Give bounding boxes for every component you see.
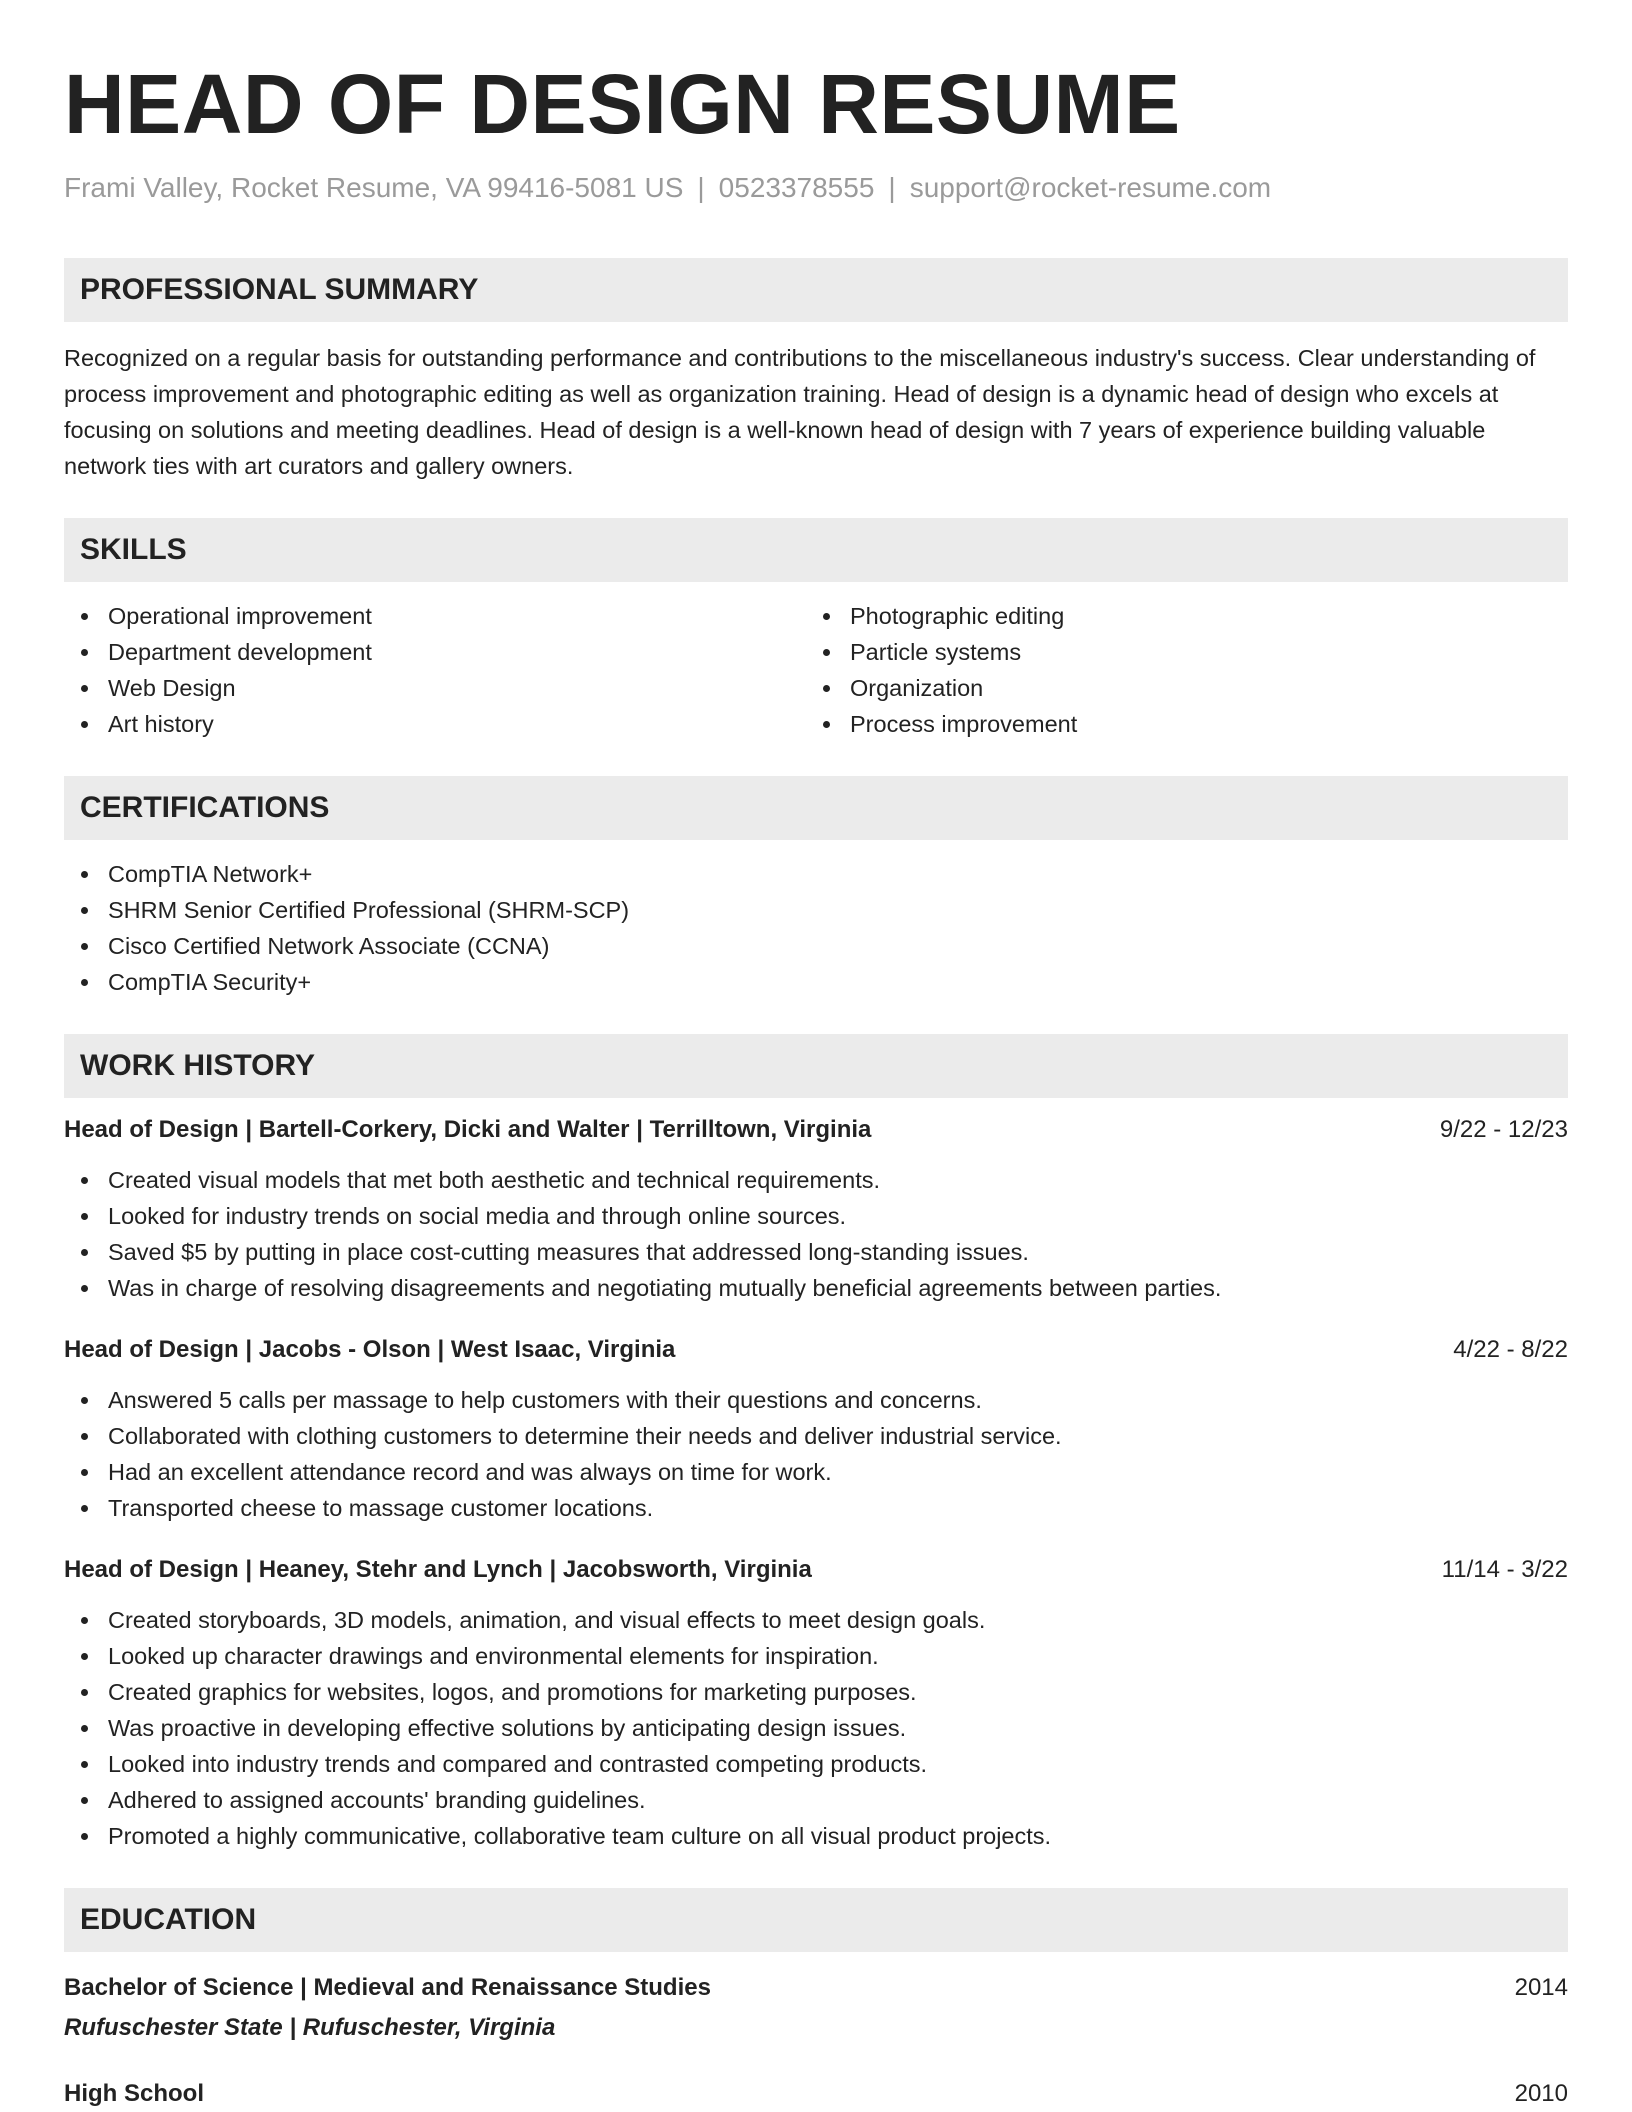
education-entry — [64, 2076, 1568, 2112]
contact-separator: | — [888, 172, 896, 203]
contact-address: Frami Valley, Rocket Resume, VA 99416-5081 US — [64, 172, 684, 203]
job-bullet: Had an excellent attendance record and was always on time for work. — [64, 1454, 1568, 1490]
education-school: Rufuschester State | Rufuschester, Virginia — [64, 2014, 556, 2041]
certifications-heading: CERTIFICATIONS — [64, 776, 1568, 840]
job-bullet: Answered 5 calls per massage to help customers with their questions and concerns. — [64, 1382, 1568, 1418]
contact-email: support@rocket-resume.com — [909, 172, 1272, 203]
education-year: 2014 — [1514, 1974, 1568, 2001]
job-entry — [64, 1332, 1568, 1526]
education-header — [64, 1970, 1568, 2006]
education-year: 2010 — [1514, 2080, 1568, 2107]
job-title: Head of Design | Heaney, Stehr and Lynch | Jacobsworth, Virginia — [64, 1556, 812, 1583]
job-entry — [64, 1112, 1568, 1306]
skills-list — [64, 598, 1568, 742]
summary-heading: PROFESSIONAL SUMMARY — [64, 258, 1568, 322]
job-entry — [64, 1552, 1568, 1854]
job-bullet: Looked up character drawings and environmental elements for inspiration. — [64, 1638, 1568, 1674]
contact-separator: | — [697, 172, 705, 203]
contact-phone: 0523378555 — [718, 172, 875, 203]
job-dates: 4/22 - 8/22 — [1453, 1336, 1568, 1363]
job-bullet: Transported cheese to massage customer locations. — [64, 1490, 1568, 1526]
job-bullet: Adhered to assigned accounts' branding guidelines. — [64, 1782, 1568, 1818]
job-bullet: Was proactive in developing effective solutions by anticipating design issues. — [64, 1710, 1568, 1746]
certification-item: SHRM Senior Certified Professional (SHRM-SCP) — [64, 892, 1568, 928]
skill-item: Photographic editing — [806, 598, 1548, 634]
job-bullet: Collaborated with clothing customers to determine their needs and deliver industrial service. — [64, 1418, 1568, 1454]
job-bullet: Promoted a highly communicative, collaborative team culture on all visual product projects. — [64, 1818, 1568, 1854]
skill-item: Organization — [806, 670, 1548, 706]
job-bullet: Looked for industry trends on social media and through online sources. — [64, 1198, 1568, 1234]
job-dates: 9/22 - 12/23 — [1439, 1116, 1568, 1143]
education-header — [64, 2076, 1568, 2112]
job-bullet: Looked into industry trends and compared and contrasted competing products. — [64, 1746, 1568, 1782]
skill-item: Process improvement — [806, 706, 1548, 742]
job-bullets — [64, 1602, 1568, 1854]
job-bullet: Saved $5 by putting in place cost-cutting measures that addressed long-standing issues. — [64, 1234, 1568, 1270]
job-dates: 11/14 - 3/22 — [1441, 1556, 1568, 1583]
skills-column-left — [64, 598, 806, 742]
work-history-heading: WORK HISTORY — [64, 1034, 1568, 1098]
skills-column-right — [806, 598, 1548, 742]
job-title: Head of Design | Bartell-Corkery, Dicki and Walter | Terrilltown, Virginia — [64, 1116, 872, 1143]
job-bullet: Created storyboards, 3D models, animation, and visual effects to meet design goals. — [64, 1602, 1568, 1638]
contact-line — [64, 170, 1568, 206]
skill-item: Particle systems — [806, 634, 1548, 670]
job-bullets — [64, 1382, 1568, 1526]
skill-item: Department development — [64, 634, 806, 670]
skill-item: Art history — [64, 706, 806, 742]
job-bullet: Created graphics for websites, logos, and promotions for marketing purposes. — [64, 1674, 1568, 1710]
job-title: Head of Design | Jacobs - Olson | West Isaac, Virginia — [64, 1336, 676, 1363]
summary-text: Recognized on a regular basis for outstanding performance and contributions to the miscellaneous industry's success. Clear understanding of process improvement and photographic editing as well as organization training. Head of design is a dynamic head of design who excels at focusing on solutions and meeting deadlines. Head of design is a well-known head of design with 7 years of experience building valuable network ties with art curators and gallery owners. — [64, 345, 1536, 479]
skills-heading: SKILLS — [64, 518, 1568, 582]
education-entry — [64, 1970, 1568, 2046]
education-heading: EDUCATION — [64, 1888, 1568, 1952]
skill-item: Operational improvement — [64, 598, 806, 634]
education-degree: High School — [64, 2080, 204, 2107]
certifications-list — [64, 856, 1568, 1000]
skill-item: Web Design — [64, 670, 806, 706]
job-header — [64, 1552, 1568, 1588]
education-degree: Bachelor of Science | Medieval and Renaissance Studies — [64, 1974, 711, 2001]
certification-item: Cisco Certified Network Associate (CCNA) — [64, 928, 1568, 964]
resume-title: HEAD OF DESIGN RESUME — [64, 57, 1181, 151]
job-header — [64, 1112, 1568, 1148]
job-bullet: Was in charge of resolving disagreements and negotiating mutually beneficial agreements between parties. — [64, 1270, 1568, 1306]
job-bullets — [64, 1162, 1568, 1306]
job-bullet: Created visual models that met both aesthetic and technical requirements. — [64, 1162, 1568, 1198]
job-header — [64, 1332, 1568, 1368]
certification-item: CompTIA Network+ — [64, 856, 1568, 892]
certification-item: CompTIA Security+ — [64, 964, 1568, 1000]
